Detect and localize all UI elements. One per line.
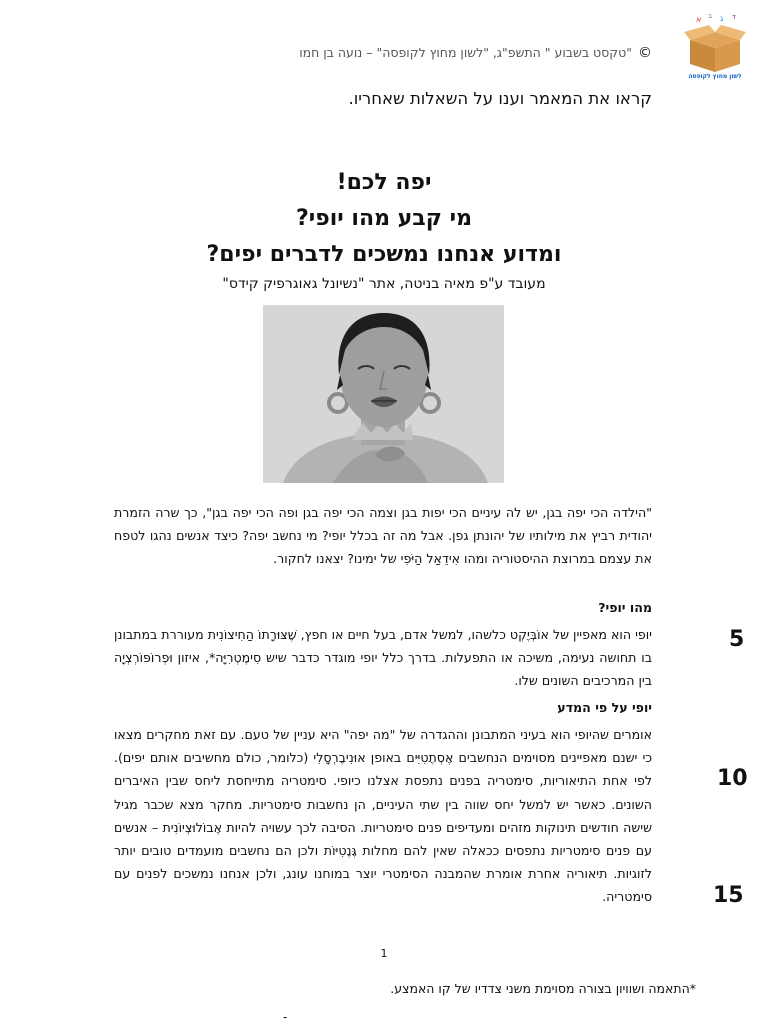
woman-illustration	[263, 305, 504, 483]
footer-mark: -	[283, 1010, 288, 1024]
line-number-15: 15	[713, 883, 744, 908]
article-title	[84, 165, 684, 273]
svg-text:א: א	[696, 15, 702, 24]
logo-text: לשון מחוץ לקופסה	[688, 73, 742, 80]
svg-text:ג: ג	[720, 14, 724, 23]
logo-image	[684, 10, 746, 82]
footnote: *התאמה ושוויון בצורה מסוימת משני צדדיו של קו האמצע.	[390, 981, 696, 996]
title-line-3: ומדוע אנחנו נמשכים לדברים יפים?	[206, 242, 562, 267]
title-line-1: יפה לכם!	[336, 170, 432, 195]
section-paragraph-science: אומרים שהיופי הוא בעיני המתבונן וההגדרה של "מה יפה" היא עניין של טעם. עם זאת מחקרים מצאו כי ישנם מאפיינים מסוימים הנחשבים אֶסְתֶטִיִּים באופן אוּנִיבֶרְסָלִי (כלומר, כולם מחשיבים אותם יפים). לפי אחת התיאוריות, סימטריה בפנים נתפסת אצלנו כיופי. סימטריה מתייחסת ליחס שבין האיברים השונים. כאשר יש למשל יחס שווה בין שתי העיניים, הן נחשבות סימטריות. מחקר מצא שכבר מגיל שישה חודשים תינוקות מזהים ומעדיפים פנים סימטריות. הסיבה לכך עשויה להיות אֶבוֹלוּצְיוֹנִית – אנשים עם פנים סימטריות נתפסים ככאלה שאין להם מחלות גֶּנֶטִיּוֹת ולכן הם נחשבים מועמדים טובים יותר לזוגיות. תיאוריה אחרת אומרת שהמבנה הסימטרי יוצר במוחנו עונג, ולכן אנחנו נמשכים לפנים עם סימטריה.	[114, 727, 652, 905]
line-number-10: 10	[717, 766, 748, 791]
section-heading-what-is-beauty: מהו יופי?	[598, 600, 652, 615]
source-attribution: מעובד ע"פ מאיה בניטה, אתר "נשיונל גאוגרפיק קידס"	[222, 276, 546, 292]
header-text: "טקסט בשבוע " התשפ"ג, "לשון מחוץ לקופסה" – נועה בן חמו	[299, 45, 632, 60]
intro-paragraph: "הילדה הכי יפה בגן, יש לה עיניים הכי יפות בגן וצמה הכי יפה בגן ופה הכי יפה בגן", כך שרה הזמרת יהודית רביץ את מילותיו של יהונתן גפן. אבל מה זה בכלל יופי? מי נחשב יפה? כיצד אנשים נהגו לטפח את עצמם במרוצת ההיסטוריה ומהו אִידֵאַל הַיֹּפִי של ימינו? יצאנו לחקור.	[114, 505, 652, 567]
copyright-symbol: ©	[638, 45, 652, 61]
header-line	[200, 45, 652, 61]
title-line-2: מי קבע מהו יופי?	[296, 206, 472, 231]
instructions: קראו את המאמר וענו על השאלות שאחריו.	[348, 89, 652, 108]
page-number: 1	[380, 947, 388, 960]
line-number-5: 5	[729, 627, 745, 652]
svg-text:ד: ד	[732, 13, 736, 21]
section-heading-science: יופי על פי המדע	[557, 700, 652, 715]
svg-text:ב: ב	[708, 12, 713, 20]
section-paragraph-what-is-beauty: יופי הוא מאפיין של אוֹבְּיֶקְט כלשהו, למשל אדם, בעל חיים או חפץ, שֶׁצּוּרָתוֹ הַחִיצוֹנִית מעוררת במתבונן בו תחושה נעימה, משיכה או התפעלות. בדרך כלל יופי מוגדר כדבר שיש סִימֶטְרִיָּה*, איזון וּפְרוֹפּוֹרְצְיָה בין המרכיבים השונים שלו.	[114, 627, 652, 689]
